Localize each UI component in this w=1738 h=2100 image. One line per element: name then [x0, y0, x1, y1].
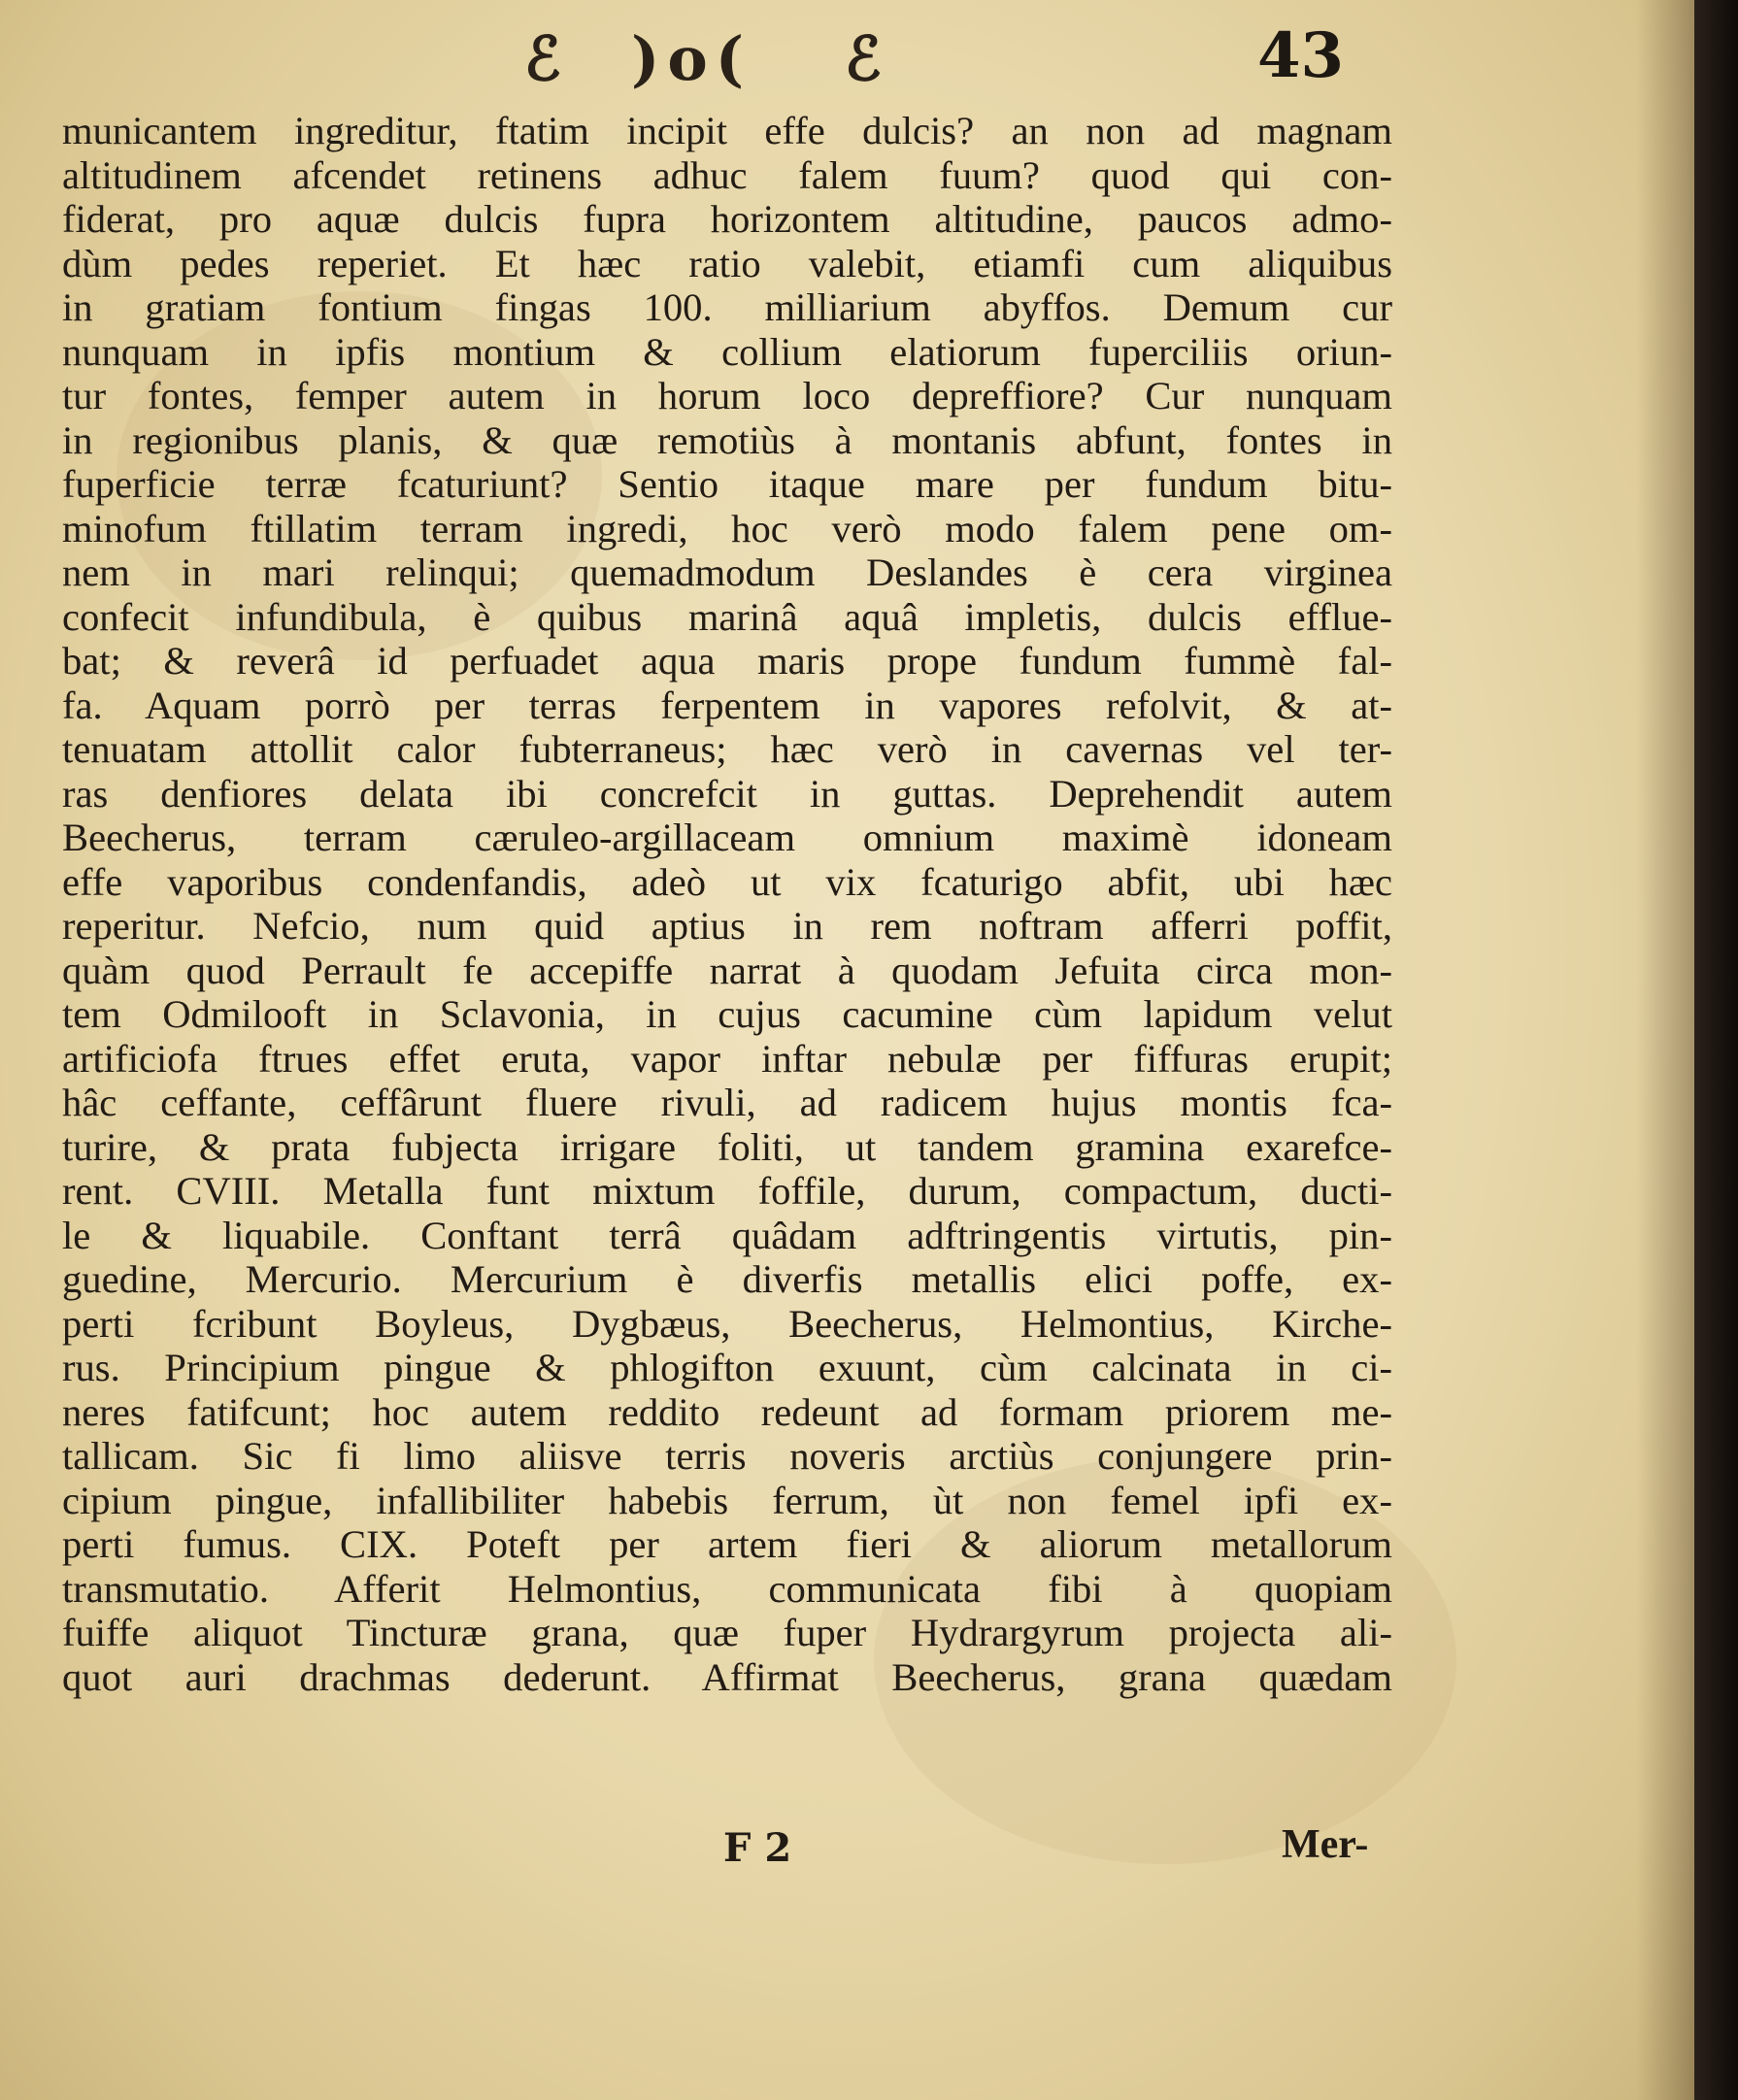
text-line: fuiffe aliquot Tincturæ grana, quæ fuper Hydrargyrum projecta ali-	[62, 1611, 1392, 1654]
catchword: Mer-	[1282, 1822, 1369, 1867]
text-line: municantem ingreditur, ftatim incipit effe dulcis? an non ad magnam	[62, 109, 1392, 152]
text-line: tallicam. Sic fi limo aliisve terris noveris arctiùs conjungere prin-	[62, 1434, 1392, 1478]
text-line: in gratiam fontium fingas 100. milliarium abyffos. Demum cur	[62, 285, 1392, 329]
text-line: bat; & reverâ id perfuadet aqua maris prope fundum fummè fal-	[62, 639, 1392, 683]
text-line: rus. Principium pingue & phlogifton exuunt, cùm calcinata in ci-	[62, 1346, 1392, 1389]
text-line: tur fontes, femper autem in horum loco depreffiore? Cur nunquam	[62, 374, 1392, 417]
text-line: perti fumus. CIX. Poteft per artem fieri & aliorum metallorum	[62, 1522, 1392, 1566]
text-line: transmutatio. Afferit Helmontius, communicata fibi à quopiam	[62, 1566, 1392, 1611]
text-line: dùm pedes reperiet. Et hæc ratio valebit, etiamfi cum aliquibus	[62, 241, 1392, 285]
text-line: quot auri drachmas dederunt. Affirmat Beecherus, grana quædam	[62, 1654, 1392, 1699]
text-line: quàm quod Perrault fe accepiffe narrat à quodam Jefuita circa mon-	[62, 948, 1392, 992]
text-line: hâc ceffante, ceffârunt fluere rivuli, ad radicem hujus montis fca-	[62, 1081, 1392, 1124]
header-ornament-mid: )o(	[631, 23, 752, 94]
page-number: 43	[1257, 19, 1345, 92]
text-line: in regionibus planis, & quæ remotiùs à montanis abfunt, fontes in	[62, 417, 1392, 462]
text-line: fiderat, pro aquæ dulcis fupra horizontem altitudine, paucos admo-	[62, 197, 1392, 241]
text-line: artificiofa ftrues effet eruta, vapor inftar nebulæ per fiffuras erupit;	[62, 1036, 1392, 1081]
signature-mark: F 2	[723, 1825, 792, 1871]
header-ornament-right: ℰ	[845, 23, 882, 94]
text-line: guedine, Mercurio. Mercurium è diverfis metallis elici poffe, ex-	[62, 1257, 1392, 1301]
text-line: nunquam in ipfis montium & collium elatiorum fuperciliis oriun-	[62, 329, 1392, 374]
text-line: confecit infundibula, è quibus marinâ aquâ impletis, dulcis efflue-	[62, 594, 1392, 639]
text-line: perti fcribunt Boyleus, Dygbæus, Beecherus, Helmontius, Kirche-	[62, 1301, 1392, 1346]
text-line: altitudinem afcendet retinens adhuc falem fuum? quod qui con-	[62, 152, 1392, 197]
text-line: fa. Aquam porrò per terras ferpentem in vapores refolvit, & at-	[62, 683, 1392, 727]
text-line: turire, & prata fubjecta irrigare foliti, ut tandem gramina exarefce-	[62, 1124, 1392, 1169]
text-line: minofum ftillatim terram ingredi, hoc verò modo falem pene om-	[62, 506, 1392, 550]
text-line: reperitur. Nefcio, num quid aptius in rem noftram afferri poffit,	[62, 904, 1392, 948]
text-line: cipium pingue, infallibiliter habebis ferrum, ùt non femel ipfi ex-	[62, 1478, 1392, 1522]
text-line: ras denfiores delata ibi concrefcit in guttas. Deprehendit autem	[62, 771, 1392, 816]
text-line: neres fatifcunt; hoc autem reddito redeunt ad formam priorem me-	[62, 1389, 1392, 1434]
body-text	[62, 109, 1392, 1699]
page-shadow	[1636, 0, 1694, 2100]
text-line: Beecherus, terram cæruleo-argillaceam omnium maximè idoneam	[62, 816, 1392, 859]
text-line: rent. CVIII. Metalla funt mixtum foffile, durum, compactum, ducti-	[62, 1169, 1392, 1213]
text-line: tenuatam attollit calor fubterraneus; hæc verò in cavernas vel ter-	[62, 727, 1392, 771]
text-line: le & liquabile. Conftant terrâ quâdam adftringentis virtutis, pin-	[62, 1213, 1392, 1257]
text-line: effe vaporibus condenfandis, adeò ut vix fcaturigo abfit, ubi hæc	[62, 859, 1392, 904]
header-ornament-left: ℰ	[524, 23, 561, 94]
book-edge	[1694, 0, 1738, 2100]
text-line: fuperficie terræ fcaturiunt? Sentio itaque mare per fundum bitu-	[62, 462, 1392, 506]
text-line: nem in mari relinqui; quemadmodum Deslandes è cera virginea	[62, 550, 1392, 594]
text-line: tem Odmilooft in Sclavonia, in cujus cacumine cùm lapidum velut	[62, 992, 1392, 1036]
